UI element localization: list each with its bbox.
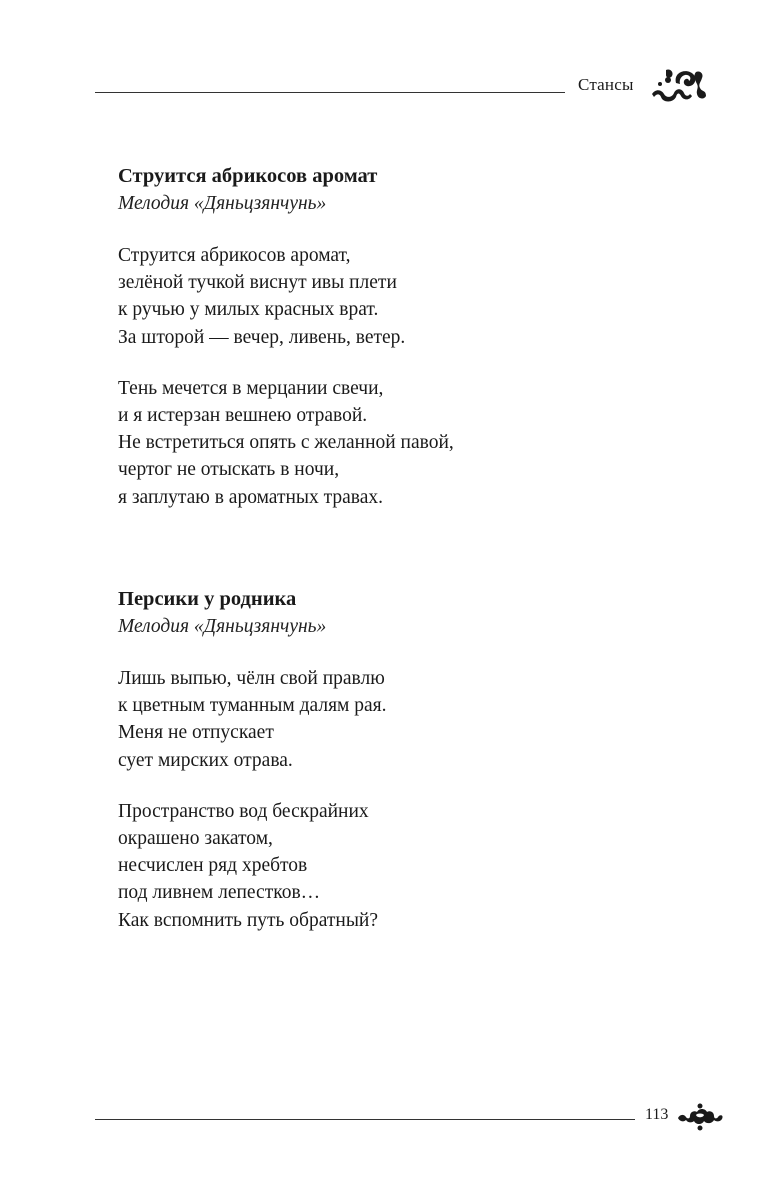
verse-line: Тень мечется в мерцании свечи,	[118, 377, 384, 399]
cloud-ornament-icon	[676, 1102, 724, 1132]
verse-line: к цветным туманным далям рая.	[118, 695, 387, 717]
footer-rule	[95, 1119, 635, 1120]
verse-line: зелёной тучкой виснут ивы плети	[118, 272, 397, 294]
poem-title: Струится абрикосов аромат	[118, 165, 378, 187]
verse-line: сует мирских отрава.	[118, 749, 293, 771]
page-number: 113	[645, 1106, 669, 1123]
verse-line: несчислен ряд хребтов	[118, 855, 308, 877]
poem	[118, 585, 678, 934]
verse-line: Струится абрикосов аромат,	[118, 245, 351, 266]
dragon-ornament-icon	[648, 66, 708, 106]
verse-line: Не встретиться опять с желанной павой,	[118, 432, 454, 454]
poem-subtitle: Мелодия «Дяньцзянчунь»	[118, 193, 327, 214]
verse-line: я заплутаю в ароматных травах.	[118, 486, 384, 508]
header-rule	[95, 92, 565, 93]
verse-line: Пространство вод бескрайних	[118, 800, 369, 822]
stanza	[118, 798, 678, 934]
verse-line: к ручью у милых красных врат.	[118, 299, 379, 321]
stanza	[118, 665, 678, 774]
running-head: Стансы	[578, 75, 634, 94]
verse-line: чертог не отыскать в ночи,	[118, 459, 340, 481]
verse-line: окрашено закатом,	[118, 828, 273, 850]
poem-subtitle: Мелодия «Дяньцзянчунь»	[118, 616, 327, 637]
verse-line: Как вспомнить путь обратный?	[118, 909, 379, 931]
poem	[118, 162, 678, 511]
verse-line: под ливнем лепестков…	[118, 882, 321, 904]
poem-title: Персики у родника	[118, 588, 297, 610]
verse-line: и я истерзан вешнею отравой.	[118, 405, 368, 427]
stanza	[118, 375, 678, 511]
verse-line: Лишь выпью, чёлн свой правлю	[118, 668, 385, 689]
verse-line: За шторой — вечер, ливень, ветер.	[118, 326, 406, 348]
stanza	[118, 242, 678, 351]
verse-line: Меня не отпускает	[118, 722, 274, 744]
